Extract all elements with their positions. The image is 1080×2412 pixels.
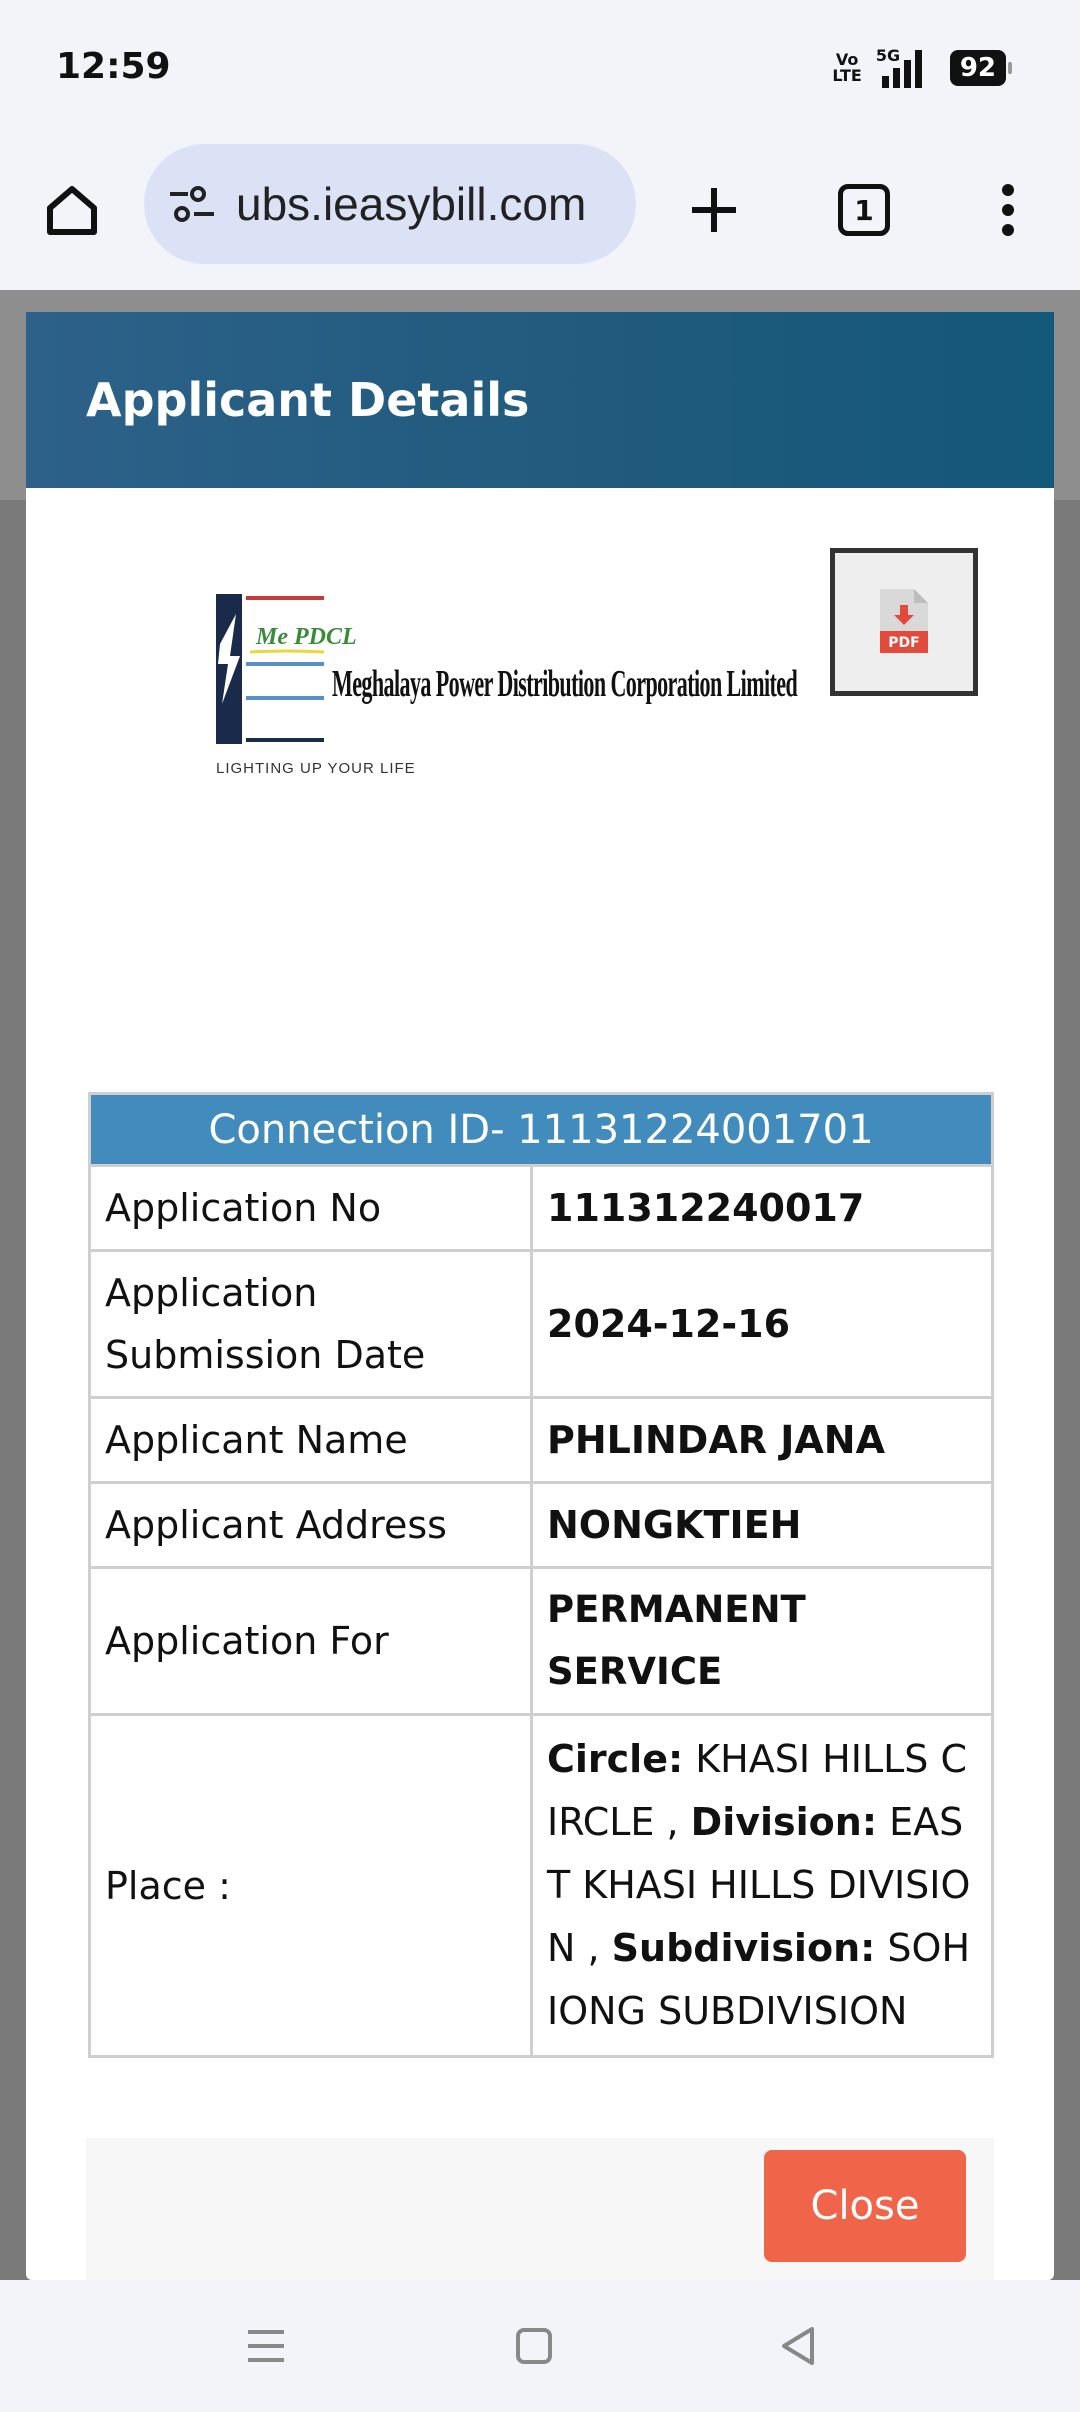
circle-label: Circle: xyxy=(547,1737,684,1781)
tab-switcher-icon[interactable] xyxy=(816,162,912,258)
place-value xyxy=(532,1715,993,2057)
recents-icon[interactable] xyxy=(230,2310,302,2382)
status-icons xyxy=(832,46,1006,90)
row-value: PERMANENT SERVICE xyxy=(532,1568,993,1715)
address-bar[interactable] xyxy=(144,144,636,264)
row-value: 111312240017 xyxy=(532,1166,993,1251)
back-icon[interactable] xyxy=(762,2310,834,2382)
logo-mark xyxy=(216,594,357,754)
subdivision-value: SOHIONG SUBDIVISION xyxy=(547,1926,971,2033)
row-label: Application Submission Date xyxy=(90,1251,532,1398)
row-value: NONGKTIEH xyxy=(532,1483,993,1568)
more-menu-icon[interactable] xyxy=(960,162,1056,258)
logo-tagline: LIGHTING UP YOUR LIFE xyxy=(216,760,416,777)
home-icon[interactable] xyxy=(24,162,120,258)
table-row xyxy=(90,1251,993,1398)
modal-title: Applicant Details xyxy=(86,373,530,427)
row-label: Application For xyxy=(90,1568,532,1715)
table-row xyxy=(90,1568,993,1715)
place-label: Place : xyxy=(90,1715,532,2057)
pdf-download-button[interactable] xyxy=(830,548,978,696)
site-settings-icon[interactable] xyxy=(168,184,216,224)
connection-id-header: Connection ID- 11131224001701 xyxy=(90,1094,993,1166)
status-time: 12:59 xyxy=(56,46,171,87)
row-label: Applicant Name xyxy=(90,1398,532,1483)
table-row xyxy=(90,1483,993,1568)
battery-icon: 92 xyxy=(950,50,1006,86)
close-button[interactable]: Close xyxy=(764,2150,966,2262)
company-logo xyxy=(216,594,798,794)
tab-count: 1 xyxy=(838,184,890,236)
home-nav-icon[interactable] xyxy=(498,2310,570,2382)
table-row xyxy=(90,1166,993,1251)
table-row-place xyxy=(90,1715,993,2057)
pdf-icon xyxy=(876,587,932,657)
signal-icon xyxy=(876,46,936,90)
volte-icon: Vo LTE xyxy=(832,50,862,85)
pdf-label: PDF xyxy=(888,635,920,651)
row-value: PHLINDAR JANA xyxy=(532,1398,993,1483)
status-bar xyxy=(0,0,1080,140)
applicant-details-table xyxy=(88,1092,994,2058)
network-type: 5G xyxy=(875,46,901,65)
modal-header xyxy=(26,312,1054,488)
circle-value: KHASI HILLS CIRCLE , xyxy=(547,1737,968,1844)
row-label: Applicant Address xyxy=(90,1483,532,1568)
logo-mark-text: Me PDCL xyxy=(256,624,357,650)
new-tab-icon[interactable] xyxy=(666,162,762,258)
url-text: ubs.ieasybill.com xyxy=(236,178,587,230)
division-value: EAST KHASI HILLS DIVISION , xyxy=(547,1800,971,1970)
row-value: 2024-12-16 xyxy=(532,1251,993,1398)
row-label: Application No xyxy=(90,1166,532,1251)
logo-company-name: Meghalaya Power Distribution Corporation Limited xyxy=(332,663,798,705)
division-label: Division: xyxy=(690,1800,878,1844)
modal-footer xyxy=(86,2138,994,2280)
table-header-row xyxy=(90,1094,993,1166)
applicant-details-modal xyxy=(26,312,1054,2280)
browser-toolbar xyxy=(0,140,1080,290)
system-nav-bar xyxy=(0,2280,1080,2412)
table-row xyxy=(90,1398,993,1483)
subdivision-label: Subdivision: xyxy=(611,1926,876,1970)
